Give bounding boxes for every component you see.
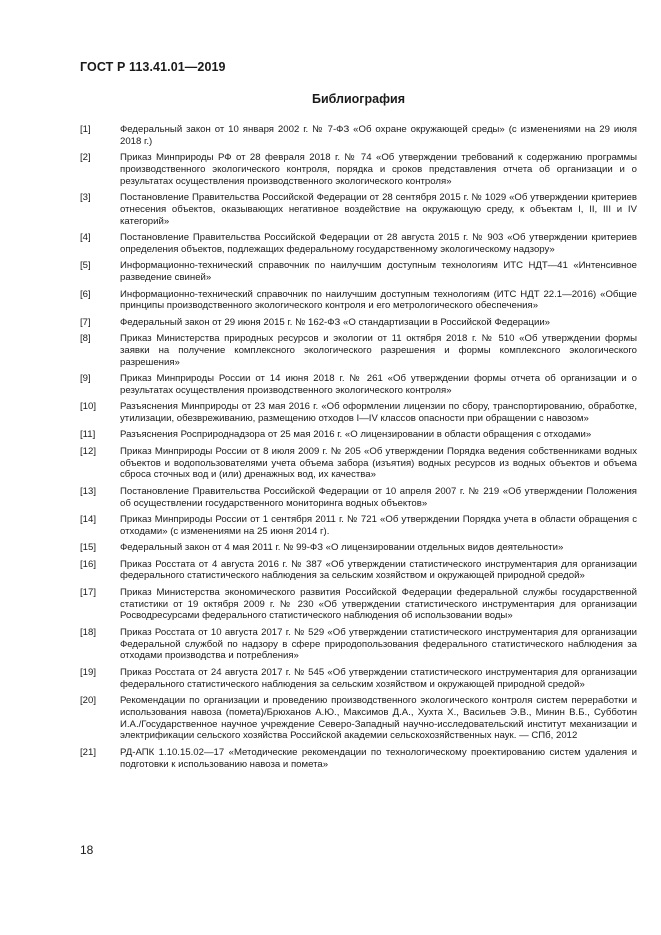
reference-number: [7] xyxy=(80,316,91,328)
reference-text: РД-АПК 1.10.15.02—17 «Методические рекомендации по технологическому проектированию систем удаления и подготовки к использованию навоза и помета» xyxy=(120,746,637,770)
reference-item xyxy=(80,232,637,256)
reference-number: [13] xyxy=(80,485,97,497)
reference-number: [1] xyxy=(80,124,91,135)
reference-item xyxy=(80,152,637,187)
reference-number: [21] xyxy=(80,746,97,758)
reference-item xyxy=(80,289,637,313)
reference-item xyxy=(80,559,637,583)
reference-number: [12] xyxy=(80,445,97,457)
reference-text: Постановление Правительства Российской Федерации от 28 августа 2015 г. № 903 «Об утверждении критериев определения объектов, подлежащих федеральному государственному экологическому надзору» xyxy=(120,232,637,255)
reference-number: [2] xyxy=(80,152,91,164)
reference-number: [9] xyxy=(80,373,91,385)
reference-list xyxy=(80,124,637,775)
reference-number: [17] xyxy=(80,586,97,598)
reference-item xyxy=(80,514,637,538)
reference-item xyxy=(80,486,637,510)
reference-item xyxy=(80,667,637,691)
reference-item xyxy=(80,373,637,397)
reference-number: [16] xyxy=(80,558,97,570)
reference-item xyxy=(80,317,637,329)
reference-text: Приказ Минприроды России от 14 июня 2018 г. № 261 «Об утверждении формы отчета об организации и о результатах осуществления производственного экологического контроля» xyxy=(120,373,637,396)
reference-text: Информационно-технический справочник по наилучшим доступным технологиям (ИТС НДТ 22.1—2016) «Общие принципы производственного экологического контроля и его метрологического обеспечения» xyxy=(120,288,637,312)
reference-item xyxy=(80,333,637,368)
reference-item xyxy=(80,124,637,148)
reference-item xyxy=(80,747,637,771)
reference-item xyxy=(80,446,637,481)
reference-text: Приказ Росстата от 10 августа 2017 г. № 529 «Об утверждении статистического инструментария для организации Федеральной службой по надзору в сфере природопользования федерального статистического наблюдения за отходами производства и потребления» xyxy=(120,626,637,662)
reference-number: [5] xyxy=(80,260,91,272)
reference-item xyxy=(80,401,637,425)
reference-text: Федеральный закон от 29 июня 2015 г. № 162-ФЗ «О стандартизации в Российской Федерации» xyxy=(120,316,551,328)
page-number: 18 xyxy=(80,843,94,857)
reference-number: [4] xyxy=(80,232,91,244)
reference-number: [20] xyxy=(80,694,97,706)
reference-item xyxy=(80,587,637,622)
reference-item xyxy=(80,627,637,662)
reference-text: Приказ Минприроды России от 8 июля 2009 г. № 205 «Об утверждении Порядка ведения собственниками водных объектов и водопользователями учета объема забора (изъятия) водных ресурсов из водных объектов и объема сброса сточных вод и (или) дренажных вод, их качества» xyxy=(120,445,637,481)
reference-text: Постановление Правительства Российской Федерации от 28 сентября 2015 г. № 1029 «Об утверждении критериев отнесения объектов, оказывающих негативное воздействие на окружающую среду, к объектам I, II, III и IV категорий» xyxy=(120,192,637,227)
reference-number: [6] xyxy=(80,288,91,300)
reference-text: Федеральный закон от 4 мая 2011 г. № 99-ФЗ «О лицензировании отдельных видов деятельности» xyxy=(120,542,564,554)
reference-number: [10] xyxy=(80,401,97,413)
reference-text: Приказ Росстата от 4 августа 2016 г. № 387 «Об утверждении статистического инструментария для организации федерального статистического наблюдения за сельским хозяйством и окружающей природной средой» xyxy=(120,558,637,582)
reference-item xyxy=(80,429,637,441)
reference-text: Приказ Министерства природных ресурсов и экологии от 11 октября 2018 г. № 510 «Об утверждении формы заявки на получение комплексного экологического разрешения и формы комплексного экологического разрешения» xyxy=(120,333,637,368)
reference-text: Федеральный закон от 10 января 2002 г. № 7-ФЗ «Об охране окружающей среды» (с изменениями на 29 июля 2018 г.) xyxy=(120,124,637,147)
reference-number: [8] xyxy=(80,333,91,345)
reference-number: [11] xyxy=(80,429,96,441)
reference-number: [19] xyxy=(80,666,97,678)
reference-number: [18] xyxy=(80,626,97,638)
reference-number: [14] xyxy=(80,514,97,526)
reference-text: Приказ Минприроды России от 1 сентября 2011 г. № 721 «Об утверждении Порядка учета в области обращения с отходами» (с изменениями на 25 июня 2014 г). xyxy=(120,514,637,537)
reference-text: Рекомендации по организации и проведению производственного экологического контроля систем переработки и использования навоза (помета)/Брюханов А.Ю., Максимов Д.А., Хухта Х., Васильев Э.В., Минин В.Б., Субботин И.А./Государственное научное учреждение Северо-Западный научно-исследовательский институт механизации и электрификации сельского хозяйства Российской академии сельскохозяйственных наук. — СПб, 2012 xyxy=(120,694,637,742)
reference-number: [3] xyxy=(80,192,91,204)
reference-text: Приказ Росстата от 24 августа 2017 г. № 545 «Об утверждении статистического инструментария для организации федерального статистического наблюдения за сельским хозяйством и окружающей природной средой» xyxy=(120,666,637,690)
reference-item xyxy=(80,542,637,554)
reference-text: Постановление Правительства Российской Федерации от 10 апреля 2007 г. № 219 «Об утверждении Положения об осуществлении государственного мониторинга водных объектов» xyxy=(120,485,637,509)
document-code: ГОСТ Р 113.41.01—2019 xyxy=(80,60,226,74)
reference-number: [15] xyxy=(80,542,97,554)
reference-item xyxy=(80,695,637,742)
reference-text: Разъяснения Минприроды от 23 мая 2016 г. «Об оформлении лицензии по сбору, транспортированию, обработке, утилизации, обезвреживанию, размещению отходов I—IV классов опасности при обращении с навозом» xyxy=(120,401,637,425)
reference-text: Разъяснения Росприроднадзора от 25 мая 2016 г. «О лицензировании в области обращения с отходами» xyxy=(120,429,592,441)
reference-text: Приказ Министерства экономического развития Российской Федерации федеральной службы государственной статистики от 19 октября 2009 г. № 230 «Об утверждении статистического инструментария для организации Росводресурсами федерального статистического наблюдения об использовании воды» xyxy=(120,586,637,622)
reference-text: Информационно-технический справочник по наилучшим доступным технологиям ИТС НДТ—41 «Интенсивное разведение свиней» xyxy=(120,260,637,284)
reference-text: Приказ Минприроды РФ от 28 февраля 2018 г. № 74 «Об утверждении требований к содержанию программы производственного экологического контроля, порядка и сроков представления отчета об организации и о результатах осуществления производственного экологического контроля» xyxy=(120,152,637,187)
bibliography-title: Библиография xyxy=(311,92,406,106)
reference-item xyxy=(80,192,637,227)
reference-item xyxy=(80,260,637,284)
